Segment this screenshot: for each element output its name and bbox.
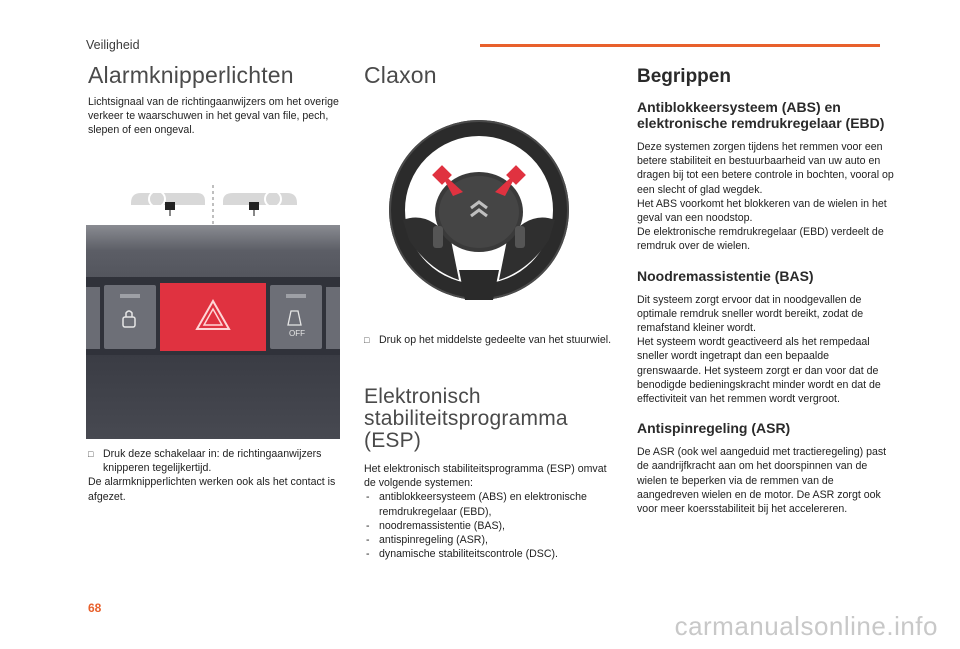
steering-wheel-image	[389, 110, 569, 320]
list-item: - antiblokkeersysteem (ABS) en elektronische remdrukregelaar (EBD),	[366, 491, 587, 518]
abs-paragraph-3: De elektronische remdrukregelaar (EBD) verdeelt de remdruk over de wielen.	[637, 226, 884, 253]
abs-title: Antiblokkeersysteem (ABS) en elektronische remdrukregelaar (EBD)	[637, 99, 885, 131]
column-horn	[364, 62, 616, 89]
watermark: carmanualsonline.info	[674, 611, 938, 641]
horn-bullet	[364, 333, 616, 347]
switch-off-label: OFF	[289, 329, 305, 338]
horn-title: Claxon	[364, 62, 437, 88]
header-accent-bar	[480, 44, 880, 47]
hazard-switch-panel-photo	[86, 225, 340, 439]
hazard-note: De alarmknipperlichten werken ook als het contact is afgezet.	[88, 476, 336, 503]
esp-title: Elektronisch stabiliteitsprogramma (ESP)	[364, 385, 568, 452]
hazard-bullet-text: Druk deze schakelaar in: de richtingaanwijzers knipperen tegelijkertijd.	[103, 448, 322, 475]
checkbox-bullet-icon: □	[88, 449, 94, 459]
list-item: - antispinregeling (ASR),	[366, 534, 488, 547]
dashboard-icon	[127, 185, 317, 225]
hazard-title: Alarmknipperlichten	[88, 62, 294, 88]
abs-paragraph-2: Het ABS voorkomt het blokkeren van de wielen in het geval van een noodstop.	[637, 197, 887, 225]
horn-instructions	[364, 333, 616, 347]
column-hazard-lights	[88, 62, 340, 138]
asr-paragraph-1: De ASR (ook wel aangeduid met tractieregeling) past de aandrijfkracht aan om het doorspinnen van de wielen te beperken via de remmen van de aangedreven wielen en de motor. De ASR zorgt ook voor meer koersstabiliteit bij het accelereren.	[637, 446, 887, 516]
abs-paragraph-1: Deze systemen zorgen tijdens het remmen voor een betere stabiliteit en bestuurbaarheid van uw auto en dragen bij tot een betere controle in bochten, vooral op een slecht of glad wegdek.	[637, 141, 894, 196]
definitions-title: Begrippen	[637, 66, 731, 87]
esp-system-list	[364, 490, 616, 561]
hazard-instructions	[88, 447, 340, 504]
column-definitions	[637, 66, 895, 516]
horn-bullet-text: Druk op het middelste gedeelte van het stuurwiel.	[379, 334, 612, 346]
checkbox-bullet-icon: □	[364, 335, 370, 345]
asr-title: Antispinregeling (ASR)	[637, 420, 791, 437]
list-item: - dynamische stabiliteitscontrole (DSC).	[366, 548, 558, 561]
page-number: 68	[88, 601, 102, 615]
dashboard-location-icons	[127, 185, 317, 225]
bas-title: Noodremassistentie (BAS)	[637, 267, 814, 284]
esp-section	[364, 386, 616, 561]
hazard-intro: Lichtsignaal van de richtingaanwijzers om het overige verkeer te waarschuwen in het geval van file, pech, slepen of een ongeval.	[88, 96, 339, 137]
bas-paragraph-2: Het systeem wordt geactiveerd als het rempedaal sneller wordt ingetrapt dan een bepaalde grenswaarde. Het systeem zorgt er dan voor dat de benodigde bedieningskracht minder wordt en dat de effectiviteit van het remmen wordt vergroot.	[637, 336, 881, 406]
esp-intro: Het elektronisch stabiliteitsprogramma (ESP) omvat de volgende systemen:	[364, 463, 607, 490]
bas-paragraph-1: Dit systeem zorgt ervoor dat in noodgevallen de optimale remdruk sneller wordt bereikt, zodat de remafstand kleiner wordt.	[637, 293, 864, 335]
section-header: Veiligheid	[86, 38, 140, 52]
hazard-bullet	[88, 447, 340, 475]
list-item: - noodremassistentie (BAS),	[366, 519, 506, 532]
